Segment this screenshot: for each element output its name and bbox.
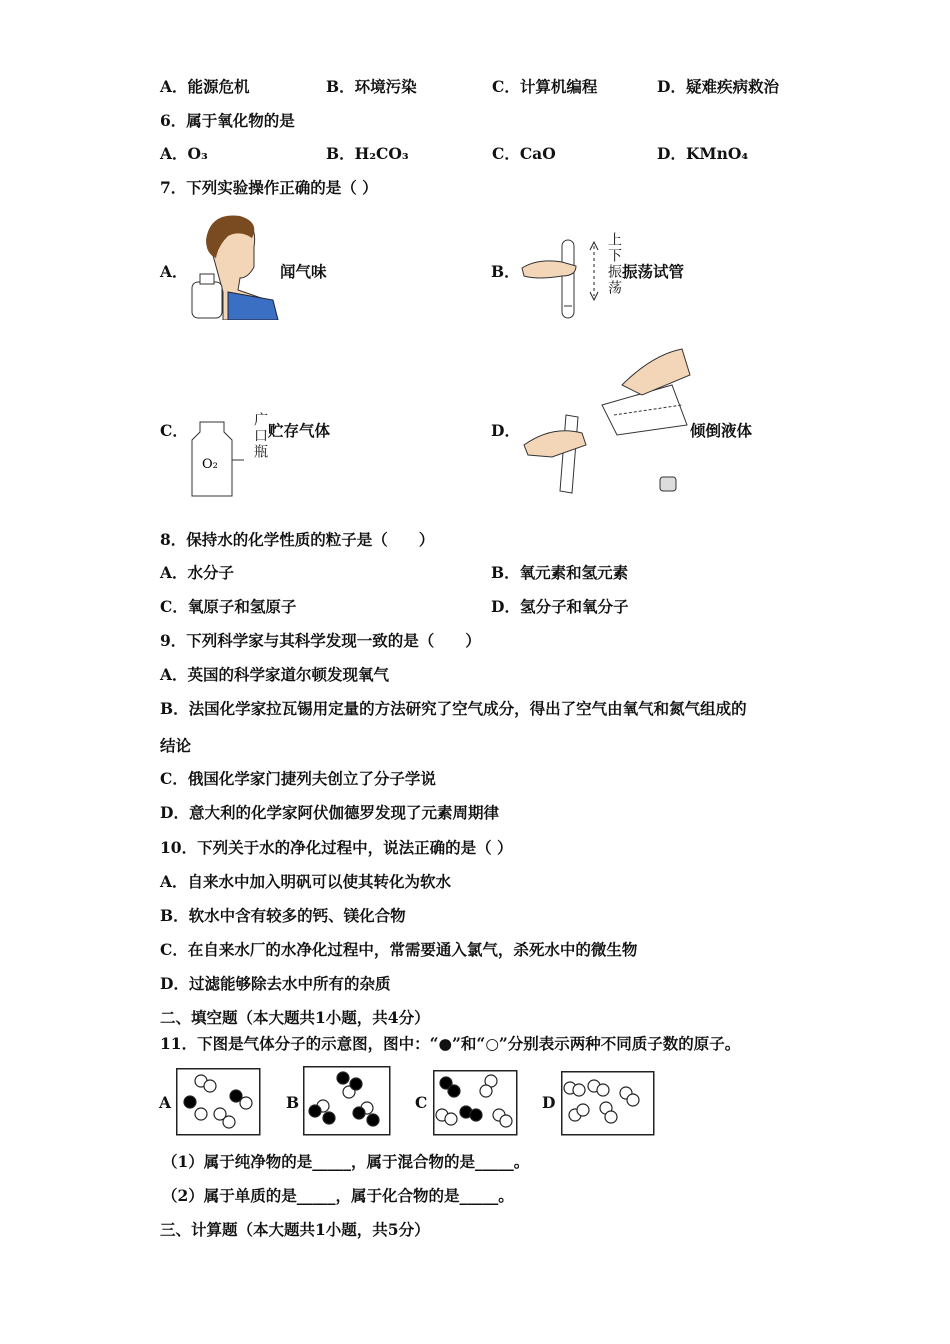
q5-option-a: A．能源危机	[160, 77, 250, 96]
q7-b-label: 上下振荡	[606, 232, 622, 296]
q5-option-d: D．疑难疾病救治	[657, 77, 779, 96]
q9-option-d: D．意大利的化学家阿伏伽德罗发现了元素周期律	[160, 803, 499, 822]
diagram-c-label: C	[415, 1093, 428, 1112]
q7-a-letter: A．	[160, 262, 188, 281]
q8-option-b: B．氧元素和氢元素	[491, 563, 629, 582]
q6-stem: 6．属于氧化物的是	[160, 111, 295, 130]
gas-bottle-illustration	[188, 410, 258, 500]
molecule-diagram-c	[433, 1070, 518, 1136]
smelling-gas-illustration	[188, 212, 280, 320]
q6-option-c: C．CaO	[492, 144, 556, 163]
q11-stem: 11．下图是气体分子的示意图，图中：“●”和“○”分别表示两种不同质子数的原子。	[160, 1034, 741, 1053]
q6-option-b: B．H₂CO₃	[326, 144, 409, 163]
q7-c-letter: C．	[160, 421, 188, 440]
q9-option-b-cont: 结论	[160, 736, 192, 755]
molecule-diagram-d	[561, 1071, 655, 1136]
diagram-b-label: B	[286, 1093, 300, 1112]
q7-b-letter: B．	[491, 262, 520, 281]
q6-option-a: A．O₃	[160, 144, 208, 163]
q6-option-d: D．KMnO₄	[657, 144, 749, 163]
o2-label: O₂	[202, 457, 218, 472]
q7-b-caption: 振荡试管	[622, 262, 685, 281]
q9-option-b: B．法国化学家拉瓦锡用定量的方法研究了空气成分，得出了空气由氧气和氮气组成的	[160, 699, 747, 718]
section-3-heading: 三、计算题（本大题共1小题，共5分）	[160, 1220, 430, 1239]
q7-c-caption: 贮存气体	[268, 421, 331, 440]
diagram-a-label: A	[159, 1093, 172, 1112]
q7-stem: 7．下列实验操作正确的是（ ）	[160, 178, 378, 197]
q5-option-b: B．环境污染	[326, 77, 417, 96]
q8-option-c: C．氧原子和氢原子	[160, 597, 297, 616]
q11-subquestion-2: （2）属于单质的是_____，属于化合物的是_____。	[162, 1186, 514, 1205]
q5-option-c: C．计算机编程	[492, 77, 598, 96]
q8-option-a: A．水分子	[160, 563, 235, 582]
section-2-heading: 二、填空题（本大题共1小题，共4分）	[160, 1008, 430, 1027]
molecule-diagram-a	[176, 1068, 261, 1136]
q10-option-b: B．软水中含有较多的钙、镁化合物	[160, 906, 406, 925]
q9-option-a: A．英国的科学家道尔顿发现氧气	[160, 665, 390, 684]
q10-option-c: C．在自来水厂的水净化过程中，常需要通入氯气，杀死水中的微生物	[160, 940, 638, 959]
q9-stem: 9．下列科学家与其科学发现一致的是（ ）	[160, 631, 481, 650]
q8-stem: 8．保持水的化学性质的粒子是（ ）	[160, 530, 435, 549]
molecule-diagram-b	[303, 1066, 391, 1136]
shaking-test-tube-illustration	[518, 236, 608, 324]
q8-option-d: D．氢分子和氧分子	[491, 597, 629, 616]
q7-d-caption: 倾倒液体	[690, 421, 753, 440]
q9-option-c: C．俄国化学家门捷列夫创立了分子学说	[160, 769, 436, 788]
diagram-d-label: D	[542, 1093, 556, 1112]
q10-option-d: D．过滤能够除去水中所有的杂质	[160, 974, 391, 993]
q10-stem: 10．下列关于水的净化过程中，说法正确的是（ ）	[160, 838, 513, 857]
q7-a-caption: 闻气味	[280, 262, 327, 281]
q7-c-label: 广口瓶	[252, 412, 268, 460]
pouring-liquid-illustration	[522, 345, 692, 495]
q10-option-a: A．自来水中加入明矾可以使其转化为软水	[160, 872, 452, 891]
q7-d-letter: D．	[491, 421, 520, 440]
q11-subquestion-1: （1）属于纯净物的是_____，属于混合物的是_____。	[162, 1152, 530, 1171]
